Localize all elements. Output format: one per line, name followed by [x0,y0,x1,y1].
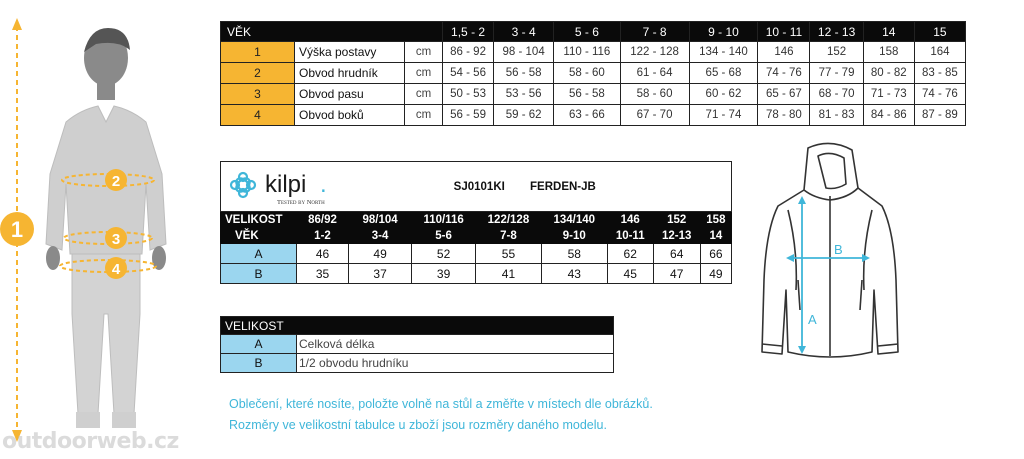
row-label: Obvod hrudník [295,63,405,84]
legend-table [220,316,614,373]
row-label: Obvod pasu [295,84,405,105]
body-size-table [220,21,966,126]
age-col: 15 [914,22,965,42]
size-col: 122/128 [476,212,542,228]
cell: 71 - 74 [689,105,758,126]
cell: 84 - 86 [863,105,914,126]
cell: 52 [412,244,476,264]
cell: 56 - 58 [554,84,621,105]
cell: 86 - 92 [443,42,494,63]
label-b: B [834,242,843,257]
child-measurement-figure [0,14,210,454]
kilpi-logo-icon [221,162,371,208]
cell: 58 [541,244,607,264]
row-key: A [221,244,297,264]
cell: 54 - 56 [443,63,494,84]
legend-desc: 1/2 obvodu hrudníku [297,354,614,373]
svg-text:3: 3 [111,231,121,248]
legend-desc: Celková délka [297,335,614,354]
row-unit: cm [405,42,443,63]
table-row [221,42,966,63]
marker-3 [105,227,127,249]
size-col: 158 [700,212,731,228]
cell: 66 [700,244,731,264]
cell: 47 [653,264,700,284]
age-col: 10 - 11 [758,22,810,42]
row-number: 4 [221,105,295,126]
cell: 78 - 80 [758,105,810,126]
cell: 49 [700,264,731,284]
size-col: 146 [607,212,653,228]
brand-logo [221,162,412,212]
row-unit: cm [405,63,443,84]
cell: 74 - 76 [758,63,810,84]
instruction-note: Oblečení, které nosíte, položte volně na stůl a změřte v místech dle obrázků. [229,397,653,411]
row-key: B [221,264,297,284]
marker-1 [0,212,34,246]
cell: 80 - 82 [863,63,914,84]
cell: 164 [914,42,965,63]
age-col: 5 - 6 [554,22,621,42]
legend-key: B [221,354,297,373]
cell: 81 - 83 [810,105,863,126]
product-size-table [220,161,732,284]
row-number: 3 [221,84,295,105]
marker-4 [105,257,127,279]
cell: 98 - 104 [494,42,554,63]
svg-text:4: 4 [111,261,121,278]
age-col: 14 [700,228,731,244]
cell: 122 - 128 [620,42,689,63]
cell: 87 - 89 [914,105,965,126]
jacket-diagram [748,140,912,372]
table-row [221,63,966,84]
age-header-label: VĚK [221,22,443,42]
cell: 39 [412,264,476,284]
cell: 158 [863,42,914,63]
svg-text:1: 1 [10,217,24,242]
cell: 37 [348,264,411,284]
age-col: 10-11 [607,228,653,244]
cell: 83 - 85 [914,63,965,84]
cell: 50 - 53 [443,84,494,105]
age-col: 1,5 - 2 [443,22,494,42]
cell: 74 - 76 [914,84,965,105]
cell: 49 [348,244,411,264]
cell: 110 - 116 [554,42,621,63]
size-col: 152 [653,212,700,228]
size-col: 98/104 [348,212,411,228]
cell: 60 - 62 [689,84,758,105]
size-col: 134/140 [541,212,607,228]
cell: 59 - 62 [494,105,554,126]
cell: 65 - 67 [758,84,810,105]
svg-text:Tested by North: Tested by North [277,199,325,206]
age-col: 7 - 8 [620,22,689,42]
product-header-row [221,162,732,212]
age-col: 9 - 10 [689,22,758,42]
cell: 45 [607,264,653,284]
row-label: Výška postavy [295,42,405,63]
marker-2 [105,169,127,191]
legend-row [221,354,614,373]
product-code [412,162,732,212]
age-header-row [221,22,966,42]
cell: 68 - 70 [810,84,863,105]
row-unit: cm [405,105,443,126]
age-col: 12-13 [653,228,700,244]
size-header-label: VELIKOST [221,212,297,228]
row-label: Obvod boků [295,105,405,126]
label-a: A [808,312,817,327]
cell: 35 [297,264,349,284]
table-row [221,105,966,126]
age-col: 1-2 [297,228,349,244]
legend-header-row [221,317,614,335]
cell: 58 - 60 [554,63,621,84]
cell: 61 - 64 [620,63,689,84]
svg-text:2: 2 [111,173,121,190]
legend-row [221,335,614,354]
size-col: 86/92 [297,212,349,228]
cell: 146 [758,42,810,63]
cell: 67 - 70 [620,105,689,126]
cell: 152 [810,42,863,63]
watermark: outdoorweb.cz [2,429,179,454]
size-col: 110/116 [412,212,476,228]
cell: 64 [653,244,700,264]
cell: 41 [476,264,542,284]
age-col: 9-10 [541,228,607,244]
cell: 134 - 140 [689,42,758,63]
cell: 53 - 56 [494,84,554,105]
age-col: 7-8 [476,228,542,244]
age-col: 5-6 [412,228,476,244]
cell: 58 - 60 [620,84,689,105]
cell: 46 [297,244,349,264]
cell: 56 - 59 [443,105,494,126]
age-header-label: VĚK [221,228,297,244]
table-row [221,244,732,264]
cell: 56 - 58 [494,63,554,84]
table-row [221,264,732,284]
cell: 62 [607,244,653,264]
cell: 65 - 68 [689,63,758,84]
cell: 43 [541,264,607,284]
product-name-value: FERDEN-JB [530,180,596,193]
row-number: 1 [221,42,295,63]
row-unit: cm [405,84,443,105]
svg-text:.: . [320,171,327,198]
legend-key: A [221,335,297,354]
cell: 55 [476,244,542,264]
age-col: 3-4 [348,228,411,244]
svg-text:kilpi: kilpi [265,171,307,198]
age-header-row [221,228,732,244]
row-number: 2 [221,63,295,84]
age-col: 3 - 4 [494,22,554,42]
cell: 71 - 73 [863,84,914,105]
age-col: 12 - 13 [810,22,863,42]
product-code-value: SJ0101KI [453,180,505,193]
table-row [221,84,966,105]
instruction-note: Rozměry ve velikostní tabulce u zboží jsou rozměry daného modelu. [229,418,607,432]
cell: 63 - 66 [554,105,621,126]
size-header-row [221,212,732,228]
age-col: 14 [863,22,914,42]
legend-header: VELIKOST [221,317,614,335]
cell: 77 - 79 [810,63,863,84]
